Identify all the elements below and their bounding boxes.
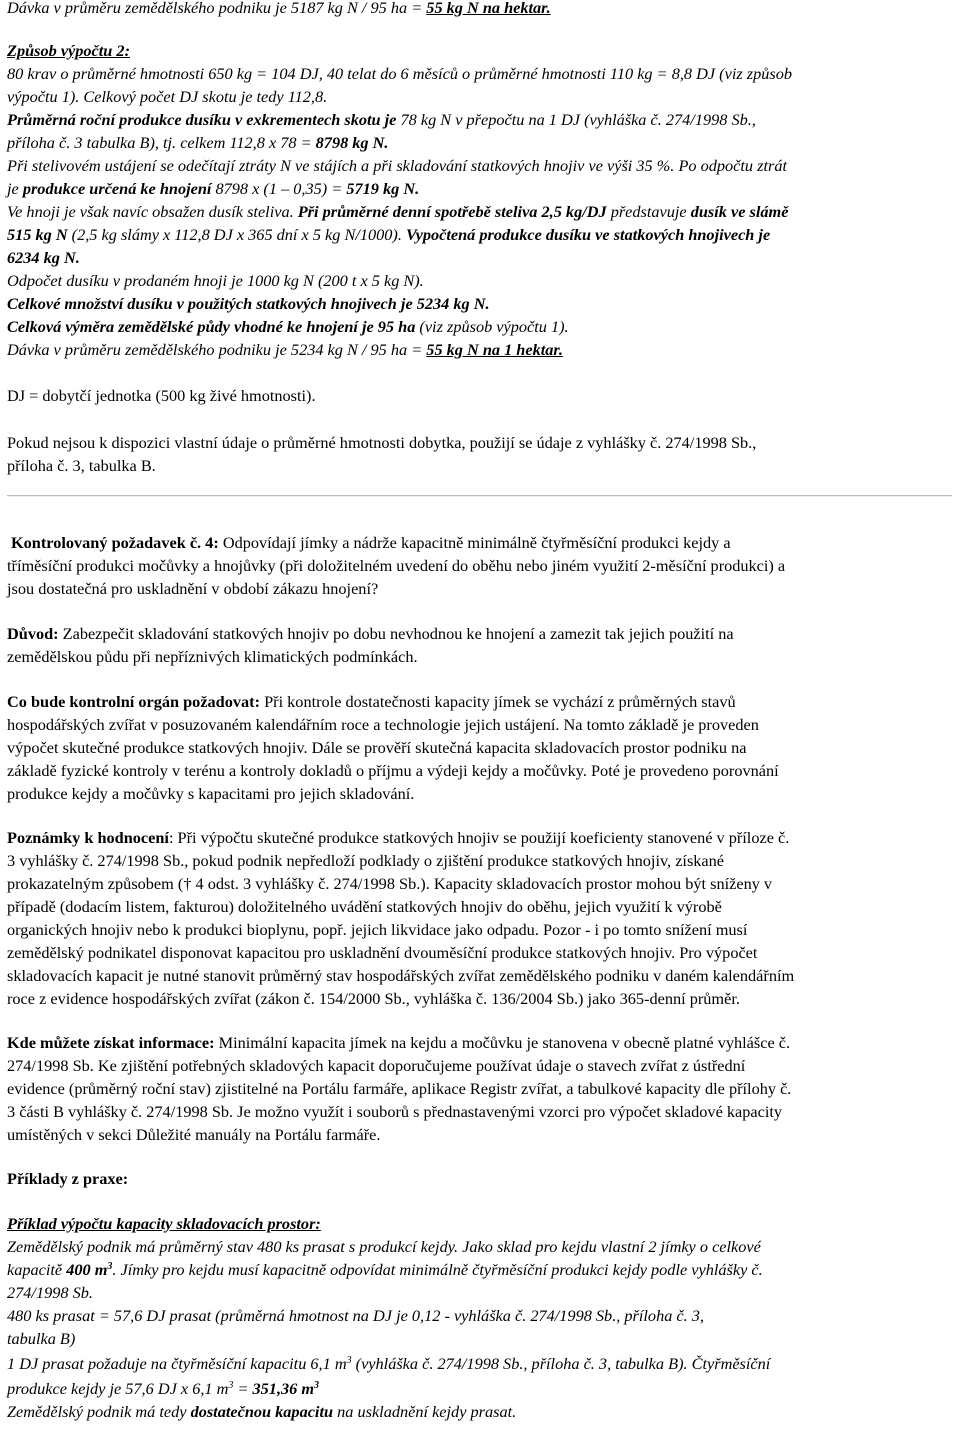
- example-line-2: kapacitě 400 $m^3$. Jímky pro kejdu musí kapacitně odpovídat minimálně čtyřměsíční produkci kejdy podle vyhlášky č.: [7, 1260, 763, 1279]
- info-line-4: 3 části B vyhlášky č. 274/1998 Sb. Je možno využít i souborů s přednastavenými vzorci pro výpočet skladové kapacity: [7, 1102, 783, 1121]
- own-data-note-line-2: příloha č. 3, tabulka B.: [7, 456, 156, 475]
- method2-sold-manure: Odpočet dusíku v prodaném hnoji je 1000 kg N (200 t x 5 kg N).: [7, 271, 424, 290]
- method2-line-1: 80 krav o průměrné hmotnosti 650 kg = 104 DJ, 40 telat do 6 měsíců o průměrné hmotnosti 110 kg = 8,8 DJ (viz způsob: [7, 64, 792, 83]
- method2-production-line: Průměrná roční produkce dusíku v exkrementech skotu je 78 kg N v přepočtu na 1 DJ (vyhláška č. 274/1998 Sb.,: [7, 110, 756, 129]
- requirement-4-line-3: jsou dostatečná pro uskladnění v období zákazu hnojení?: [7, 579, 379, 598]
- examples-heading: Příklady z praxe:: [7, 1169, 129, 1188]
- notes-line-8: roce z evidence hospodářských zvířat (zákon č. 154/2000 Sb., vyhláška č. 136/2004 Sb.) jako 365-denní průměr.: [7, 989, 740, 1008]
- example-line-5: tabulka B): [7, 1329, 76, 1348]
- example-line-8: Zemědělský podnik má tedy dostatečnou kapacitu na uskladnění kejdy prasat.: [7, 1402, 517, 1421]
- method1-dose-result: 55 kg N na hektar.: [426, 0, 551, 17]
- notes-line-2: 3 vyhlášky č. 274/1998 Sb., pokud podnik nepředloží podklady o zjištění produkce statkových hnojiv, získané: [7, 851, 725, 870]
- method1-dose-text: Dávka v průměru zemědělského podniku je 5187 kg N / 95 ha =: [7, 0, 427, 17]
- example-line-6: 1 DJ prasat požaduje na čtyřměsíční kapacitu 6,1 $m^3$ (vyhláška č. 274/1998 Sb., příloha č. 3, tabulka B). Čtyřměsíční: [7, 1354, 771, 1373]
- notes-line-6: zemědělský podnikatel disponovat kapacitou pro uskladnění dvouměsíční produkce statkových hnojiv. Pro výpočet: [7, 943, 758, 962]
- method2-dose: Dávka v průměru zemědělského podniku je 5234 kg N / 95 ha = 55 kg N na 1 hektar.: [7, 340, 563, 359]
- method2-straw-line-1: Ve hnoji je však navíc obsažen dusík steliva. Při průměrné denní spotřebě steliva 2,5 kg/DJ představuje dusík ve slámě: [7, 202, 789, 221]
- example-line-3: 274/1998 Sb.: [7, 1283, 93, 1302]
- example-line-4: 480 ks prasat = 57,6 DJ prasat (průměrná hmotnost na DJ je 0,12 - vyhláška č. 274/1998 Sb., příloha č. 3,: [7, 1306, 705, 1325]
- requirement-4-line-1: Kontrolovaný požadavek č. 4: Odpovídají jímky a nádrže kapacitně minimálně čtyřměsíční produkci kejdy a: [11, 533, 731, 552]
- method2-losses-line-2: je produkce určená ke hnojení 8798 x (1 – 0,35) = 5719 kg N.: [7, 179, 420, 198]
- control-line-3: výpočet skutečné produkce statkových hnojiv. Dále se prověří skutečná kapacita skladovacích prostor podniku na: [7, 738, 747, 757]
- method2-straw-line-2: 515 kg N (2,5 kg slámy x 112,8 DJ x 365 dní x 5 kg N/1000). Vypočtená produkce dusíku ve statkových hnojivech je: [7, 225, 771, 244]
- info-line-3: evidence (průměrný roční stav) zjistitelné na Portálu farmáře, aplikace Registr zvířat, a tabulkové kapacity dle přílohy č.: [7, 1079, 792, 1098]
- control-line-1: Co bude kontrolní orgán požadovat: Při kontrole dostatečnosti kapacity jímek se vychází z průměrných stavů: [7, 692, 736, 711]
- notes-line-4: případě (dodacím listem, fakturou) doložitelného uvádění statkových hnojiv do oběhu, jejich využití k výrobě: [7, 897, 722, 916]
- method1-dose-line: [7, 0, 952, 19]
- section-divider: [7, 495, 952, 497]
- notes-line-3: prokazatelným způsobem († 4 odst. 3 vyhlášky č. 274/1998 Sb.). Kapacity skladovacích prostor mohou být sníženy v: [7, 874, 773, 893]
- control-line-2: hospodářských zvířat v posuzovaném kalendářním roce a technologie jejich ustájení. Na tomto základě je proveden: [7, 715, 759, 734]
- requirement-4-line-2: tříměsíční produkci močůvky a hnojůvky (při doložitelném uvedení do oběhu nebo jiném využití 2-měsíční produkci) a: [7, 556, 786, 575]
- method2-straw-line-3: 6234 kg N.: [7, 248, 80, 267]
- reason-line-1: Důvod: Zabezpečit skladování statkových hnojiv po dobu nevhodnou ke hnojení a zamezit tak jejich použití na: [7, 624, 734, 643]
- method2-line-2: výpočtu 1). Celkový počet DJ skotu je tedy 112,8.: [7, 87, 328, 106]
- notes-line-5: organických hnojiv nebo k produkci bioplynu, popř. jejich likvidace jako odpadu. Pozor - i po tomto snížení musí: [7, 920, 748, 939]
- control-line-5: produkce kejdy a močůvky s kapacitami pro jejich skladování.: [7, 784, 415, 803]
- method2-losses-line-1: Při stelivovém ustájení se odečítají ztráty N ve stájích a při skladování statkových hnojiv ve výši 35 %. Po odpočtu ztrát: [7, 156, 787, 175]
- own-data-note-line-1: Pokud nejsou k dispozici vlastní údaje o průměrné hmotnosti dobytka, použijí se údaje z vyhlášky č. 274/1998 Sb.,: [7, 433, 757, 452]
- info-line-5: umístěných v sekci Důležité manuály na Portálu farmáře.: [7, 1125, 381, 1144]
- control-line-4: základě fyzické kontroly v terénu a kontroly dokladů o příjmu a výdeji kejdy a močůvky. Poté je provedeno porovnání: [7, 761, 779, 780]
- info-line-2: 274/1998 Sb. Ke zjištění potřebných skladových kapacit doporučujeme používat údaje o stavech zvířat z ústřední: [7, 1056, 746, 1075]
- method2-production-total: příloha č. 3 tabulka B), tj. celkem 112,8 x 78 = 8798 kg N.: [7, 133, 389, 152]
- reason-line-2: zemědělskou půdu při nepříznivých klimatických podmínkách.: [7, 647, 418, 666]
- method2-heading: Způsob výpočtu 2:: [7, 41, 130, 60]
- example-title: Příklad výpočtu kapacity skladovacích prostor:: [7, 1214, 321, 1233]
- method2-total-nitrogen: Celkové množství dusíku v použitých statkových hnojivech je 5234 kg N.: [7, 294, 490, 313]
- dj-definition: DJ = dobytčí jednotka (500 kg živé hmotnosti).: [7, 386, 316, 405]
- notes-line-1: Poznámky k hodnocení: Při výpočtu skutečné produkce statkových hnojiv se použijí koeficienty stanovené v příloze č.: [7, 828, 790, 847]
- example-line-7: produkce kejdy je 57,6 DJ x 6,1 $m^3 = 351,36$ $m^3$: [7, 1379, 320, 1398]
- method2-area: Celková výměra zemědělské půdy vhodné ke hnojení je 95 ha (viz způsob výpočtu 1).: [7, 317, 569, 336]
- example-line-1: Zemědělský podnik má průměrný stav 480 ks prasat s produkcí kejdy. Jako sklad pro kejdu vlastní 2 jímky o celkové: [7, 1237, 761, 1256]
- notes-line-7: skladovacích kapacit je nutné stanovit průměrný stav hospodářských zvířat zemědělského podniku v daném kalendářním: [7, 966, 795, 985]
- info-line-1: Kde můžete získat informace: Minimální kapacita jímek na kejdu a močůvku je stanovena v obecně platné vyhlášce č.: [7, 1033, 791, 1052]
